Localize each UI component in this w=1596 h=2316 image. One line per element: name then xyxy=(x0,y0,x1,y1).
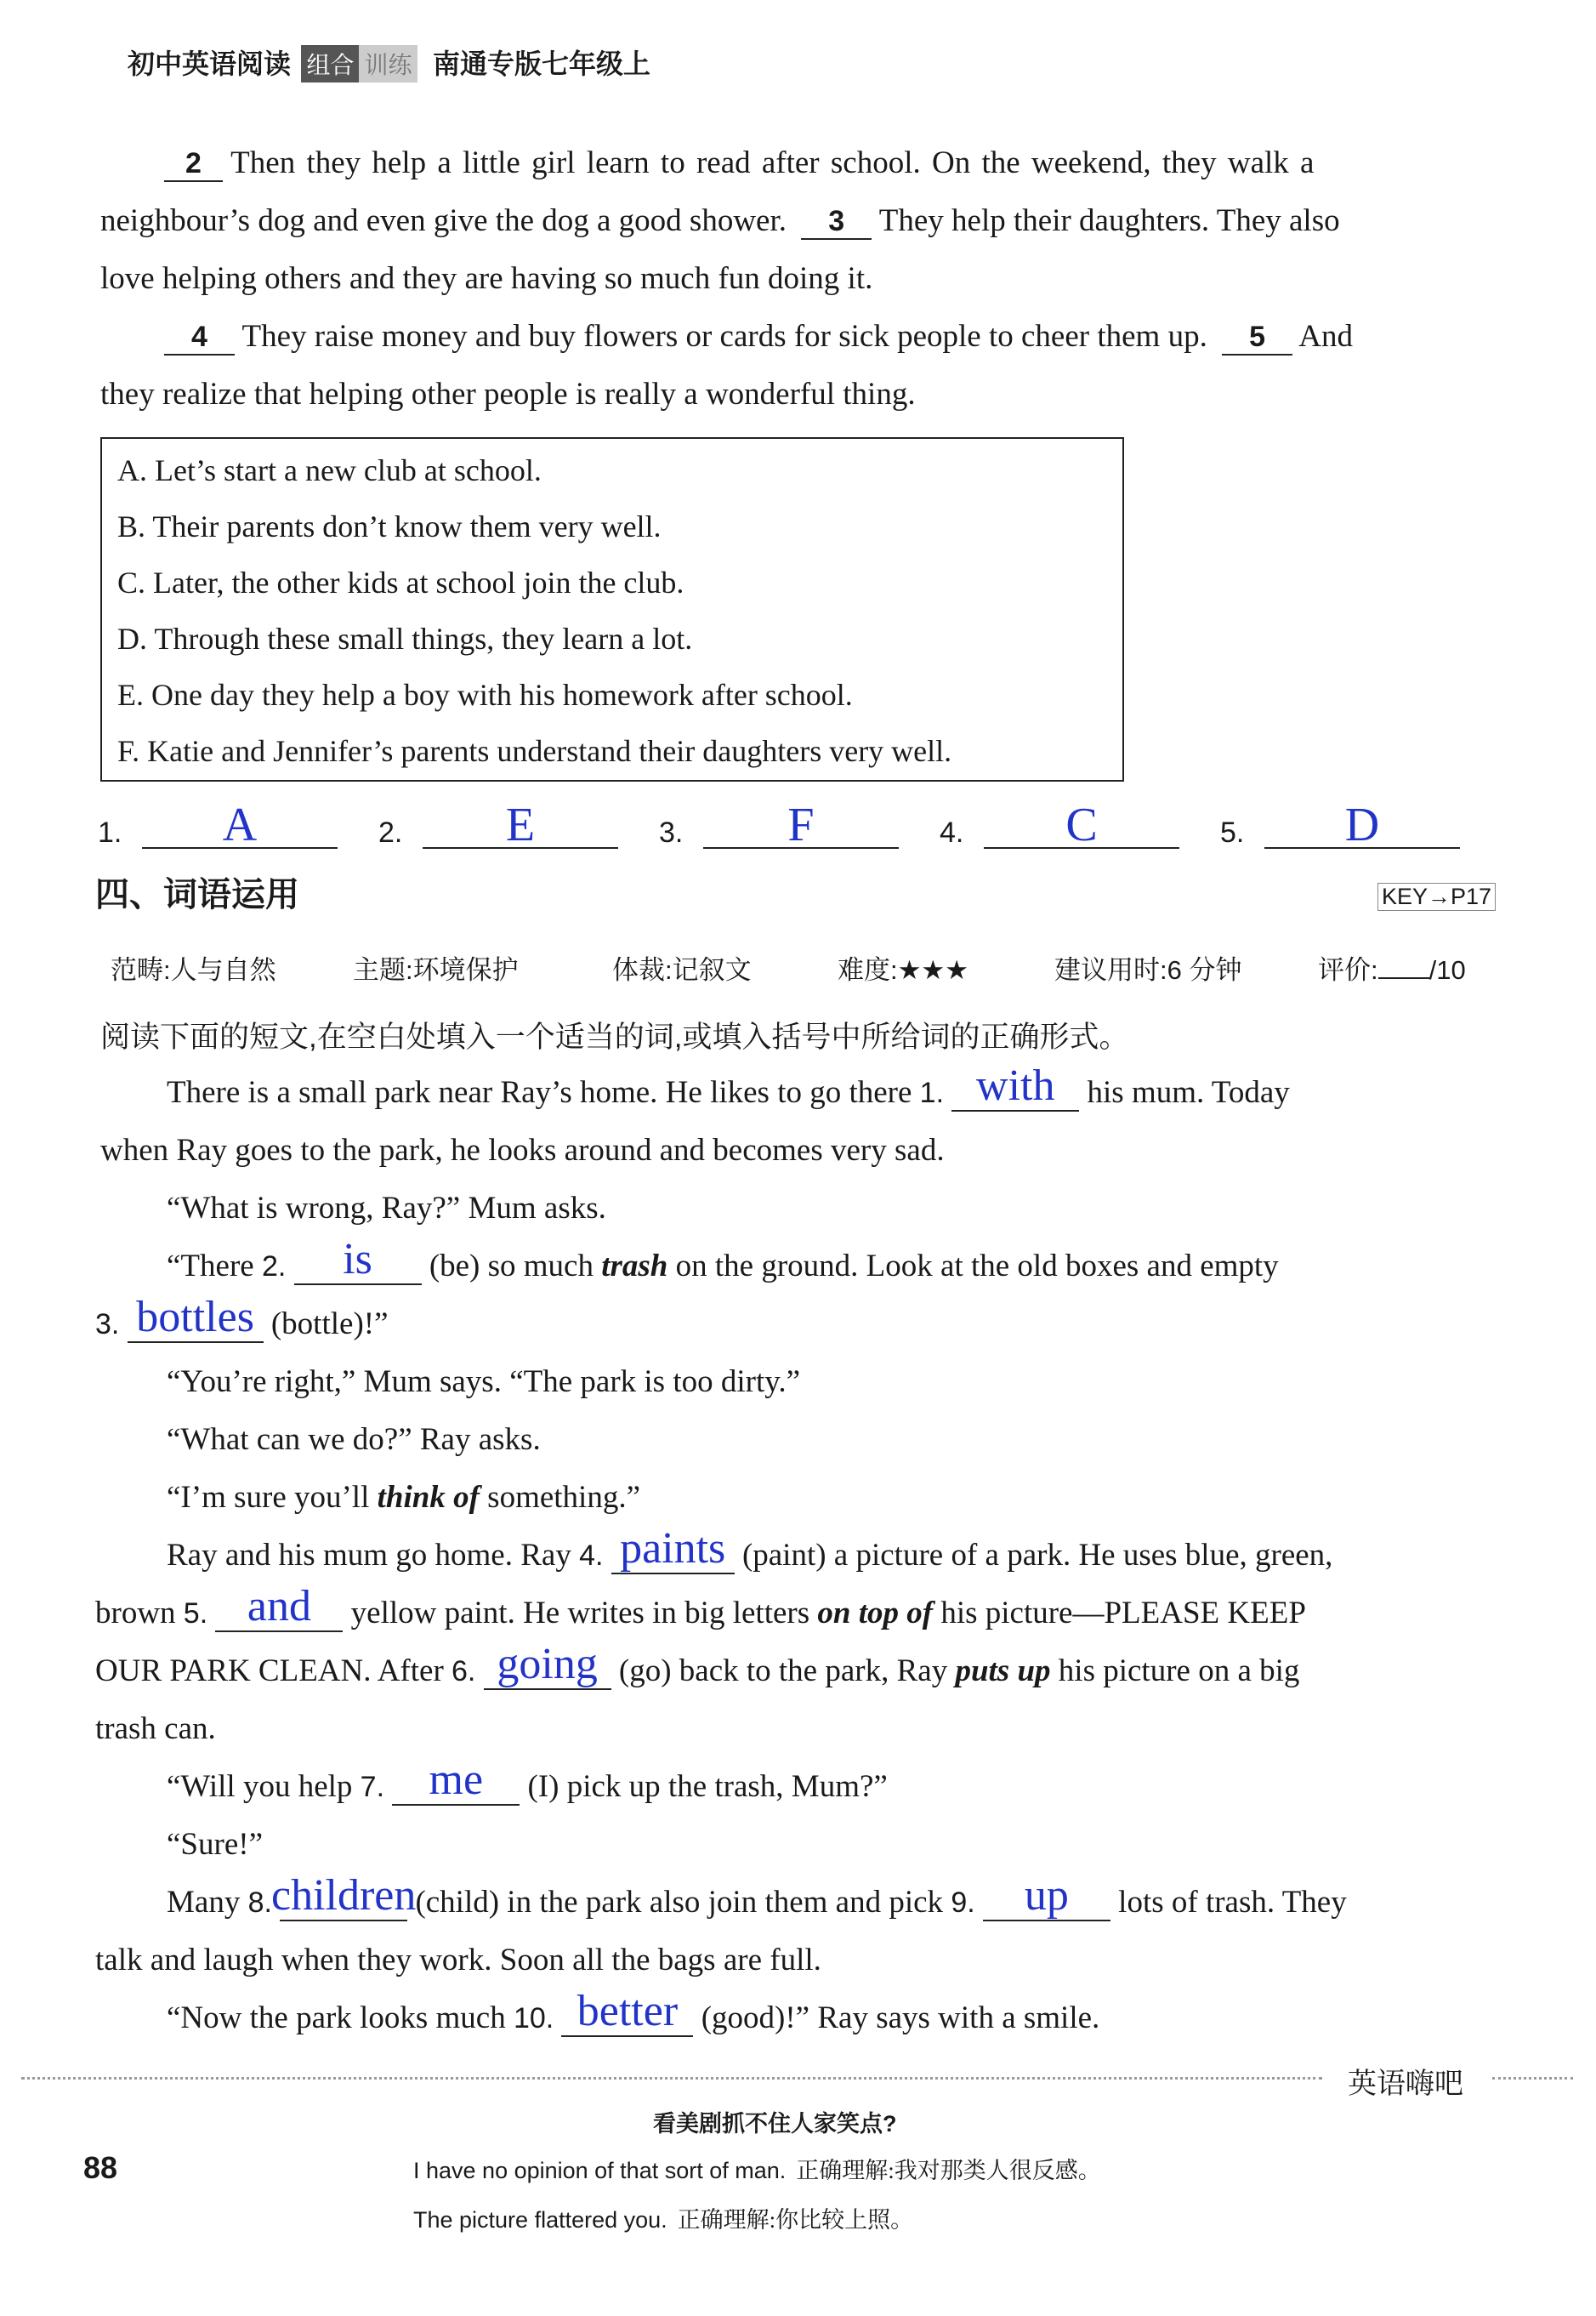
story-text: trash can. xyxy=(95,1711,216,1746)
answer-value: me xyxy=(429,1755,484,1804)
option-e: E. One day they help a boy with his homework after school. xyxy=(117,678,853,712)
key-reference: KEY→P17 xyxy=(1377,883,1496,911)
option-f: F. Katie and Jennifer’s parents understand their daughters very well. xyxy=(117,734,952,768)
answer-value: D xyxy=(1344,799,1380,851)
story-text: brown xyxy=(95,1596,176,1630)
blank-number: 6. xyxy=(452,1655,476,1687)
blank-answer-10 xyxy=(561,1987,693,2037)
story-line-5 xyxy=(95,1293,389,1343)
blank-number: 1. xyxy=(919,1077,945,1109)
blank-2: 2 xyxy=(164,146,223,182)
blank-number: 8. xyxy=(247,1886,272,1919)
passage-text: Then they help a little girl learn to read after school. On the weekend, they walk a xyxy=(230,145,1315,180)
footer-divider xyxy=(21,2077,1322,2080)
footer-title: 看美剧抓不住人家笑点? xyxy=(653,2111,897,2137)
blank-answer-8 xyxy=(271,1871,417,1921)
story-bold-italic: trash xyxy=(601,1249,668,1283)
story-line-15 xyxy=(167,1871,1347,1921)
blank-4: 4 xyxy=(164,320,235,356)
story-text: There is a small park near Ray’s home. He likes to go there xyxy=(167,1075,912,1110)
footer-line-2 xyxy=(413,2201,913,2234)
passage-text: they realize that helping other people is really a wonderful thing. xyxy=(100,377,916,412)
answer-value: is xyxy=(343,1235,372,1283)
story-text: something.” xyxy=(487,1480,641,1515)
passage1-line2 xyxy=(100,204,1340,240)
story-text: “What is wrong, Ray?” Mum asks. xyxy=(167,1191,606,1226)
story-text: his picture on a big xyxy=(1058,1653,1300,1688)
answer-number: 1. xyxy=(98,817,122,849)
story-text: talk and laugh when they work. Soon all the bags are full. xyxy=(95,1943,821,1977)
footer-english: The picture flattered you. xyxy=(413,2207,667,2233)
story-bold-italic: puts up xyxy=(955,1653,1051,1688)
page-header xyxy=(128,43,650,85)
story-line-6 xyxy=(167,1365,800,1399)
story-text: his mum. Today xyxy=(1087,1075,1290,1110)
meta-score xyxy=(1318,948,1466,987)
passage-text: love helping others and they are having so much fun doing it. xyxy=(100,261,873,296)
story-text: “Now the park looks much xyxy=(167,2000,506,2035)
blank-number: 10. xyxy=(513,2002,554,2034)
story-text: (bottle)!” xyxy=(270,1306,389,1341)
passage1-line4 xyxy=(100,320,1353,356)
blank-number: 3. xyxy=(95,1308,120,1340)
answer-value: up xyxy=(1024,1871,1069,1920)
option-d: D. Through these small things, they learn a lot. xyxy=(117,622,693,656)
option-a: A. Let’s start a new club at school. xyxy=(117,453,542,487)
option-b: B. Their parents don’t know them very well. xyxy=(117,509,662,543)
blank-answer-5 xyxy=(215,1582,343,1632)
story-line-8 xyxy=(167,1481,640,1515)
story-text: “What can we do?” Ray asks. xyxy=(167,1422,541,1457)
story-line-10 xyxy=(95,1582,1306,1632)
passage-text: And xyxy=(1298,319,1353,354)
answer-number: 3. xyxy=(659,817,684,849)
meta-scope: 范畴:人与自然 xyxy=(111,955,276,985)
options-box xyxy=(100,437,1124,782)
answer-number: 5. xyxy=(1220,817,1245,849)
story-text: (child) in the park also join them and pick xyxy=(415,1885,944,1920)
score-total: /10 xyxy=(1428,955,1466,985)
footer-chinese: 正确理解:我对那类人很反感。 xyxy=(796,2158,1101,2183)
story-line-1 xyxy=(167,1061,1290,1112)
answer-value: C xyxy=(1065,799,1098,851)
blank-answer-7 xyxy=(392,1755,520,1806)
story-text: “Will you help xyxy=(167,1769,353,1804)
story-text: (I) pick up the trash, Mum?” xyxy=(527,1769,888,1804)
tag-combo: 组合 xyxy=(301,45,359,83)
footer-line-1 xyxy=(413,2152,1101,2185)
story-line-3 xyxy=(167,1192,606,1226)
answer-value: bottles xyxy=(136,1293,254,1341)
blank-answer-1 xyxy=(951,1061,1079,1112)
story-line-4 xyxy=(167,1235,1279,1285)
blank-number: 9. xyxy=(951,1886,975,1919)
answer-value: and xyxy=(247,1582,311,1630)
meta-theme: 主题:环境保护 xyxy=(353,955,519,985)
blank-3: 3 xyxy=(801,204,872,240)
blank-number: 5. xyxy=(183,1597,208,1630)
story-text: on the ground. Look at the old boxes and empty xyxy=(675,1249,1279,1283)
passage-text: They help their daughters. They also xyxy=(878,203,1340,238)
story-line-13 xyxy=(167,1755,888,1806)
story-text: “Sure!” xyxy=(167,1827,263,1862)
edition: 南通专版七年级上 xyxy=(432,48,650,79)
blank-number: 2. xyxy=(261,1250,287,1283)
answer-value: paints xyxy=(620,1524,726,1573)
instruction: 阅读下面的短文,在空白处填入一个适当的词,或填入括号中所给词的正确形式。 xyxy=(100,1021,1129,1054)
story-text: Ray and his mum go home. Ray xyxy=(167,1538,571,1573)
answer-value: A xyxy=(222,799,258,851)
story-text: (go) back to the park, Ray xyxy=(618,1653,948,1688)
answer-value: F xyxy=(787,799,815,851)
blank-answer-3 xyxy=(128,1293,264,1343)
tag-training: 训练 xyxy=(359,45,417,83)
answer-number: 4. xyxy=(940,817,964,849)
passage-text: neighbour’s dog and even give the dog a good shower. xyxy=(100,203,787,238)
story-text: yellow paint. He writes in big letters xyxy=(350,1596,810,1630)
story-line-9 xyxy=(167,1524,1333,1574)
passage-text: They raise money and buy flowers or cards for sick people to cheer them up. xyxy=(241,319,1207,354)
story-line-14 xyxy=(167,1828,263,1862)
story-text: “You’re right,” Mum says. “The park is too dirty.” xyxy=(167,1364,801,1399)
story-text: (be) so much xyxy=(429,1249,594,1283)
story-line-17 xyxy=(167,1987,1100,2037)
story-text: (good)!” Ray says with a smile. xyxy=(701,2000,1100,2035)
answer-value: E xyxy=(505,799,536,851)
story-bold-italic: think of xyxy=(377,1480,480,1515)
story-bold-italic: on top of xyxy=(817,1596,934,1630)
blank-answer-9 xyxy=(983,1871,1110,1921)
answer-value: with xyxy=(976,1061,1055,1110)
story-line-11 xyxy=(95,1640,1300,1690)
meta-difficulty: 难度:★★★ xyxy=(838,955,968,985)
story-text: “There xyxy=(167,1249,254,1283)
meta-time: 建议用时:6 分钟 xyxy=(1054,955,1242,985)
option-c: C. Later, the other kids at school join the club. xyxy=(117,566,684,600)
blank-answer-6 xyxy=(484,1640,611,1690)
meta-row xyxy=(111,948,1505,985)
blank-number: 7. xyxy=(360,1771,385,1803)
blank-5: 5 xyxy=(1222,320,1292,356)
blank-number: 4. xyxy=(579,1539,604,1572)
story-text: Many xyxy=(167,1885,241,1920)
answers-row xyxy=(98,800,1475,859)
section-title: 四、词语运用 xyxy=(95,876,299,913)
story-text: when Ray goes to the park, he looks around and becomes very sad. xyxy=(100,1133,945,1168)
answer-value: children xyxy=(271,1871,417,1920)
story-text: (paint) a picture of a park. He uses blue, green, xyxy=(741,1538,1333,1573)
answer-number: 2. xyxy=(378,817,403,849)
footer-chinese: 正确理解:你比较上照。 xyxy=(677,2207,914,2233)
story-text: his picture—PLEASE KEEP xyxy=(940,1596,1306,1630)
story-line-7 xyxy=(167,1423,541,1457)
story-text: “I’m sure you’ll xyxy=(167,1480,370,1515)
answer-value: better xyxy=(576,1987,679,2035)
story-text: OUR PARK CLEAN. After xyxy=(95,1653,444,1688)
page-number: 88 xyxy=(83,2150,118,2185)
answer-value: going xyxy=(497,1640,598,1688)
meta-genre: 体裁:记叙文 xyxy=(612,955,752,985)
blank-answer-2 xyxy=(294,1235,422,1285)
footer-brand: 英语嗨吧 xyxy=(1348,2068,1463,2100)
footer-english: I have no opinion of that sort of man. xyxy=(413,2158,787,2183)
passage1-line1 xyxy=(100,146,1503,182)
footer-divider-right xyxy=(1492,2077,1573,2080)
passage1-line5 xyxy=(100,378,916,412)
story-text: lots of trash. They xyxy=(1118,1885,1347,1920)
score-label: 评价: xyxy=(1318,955,1378,985)
story-line-12 xyxy=(95,1712,216,1746)
story-line-16 xyxy=(95,1943,821,1977)
blank-answer-4 xyxy=(611,1524,735,1574)
story-line-2 xyxy=(100,1134,945,1168)
book-title: 初中英语阅读 xyxy=(128,48,292,79)
passage1-line3 xyxy=(100,262,872,296)
